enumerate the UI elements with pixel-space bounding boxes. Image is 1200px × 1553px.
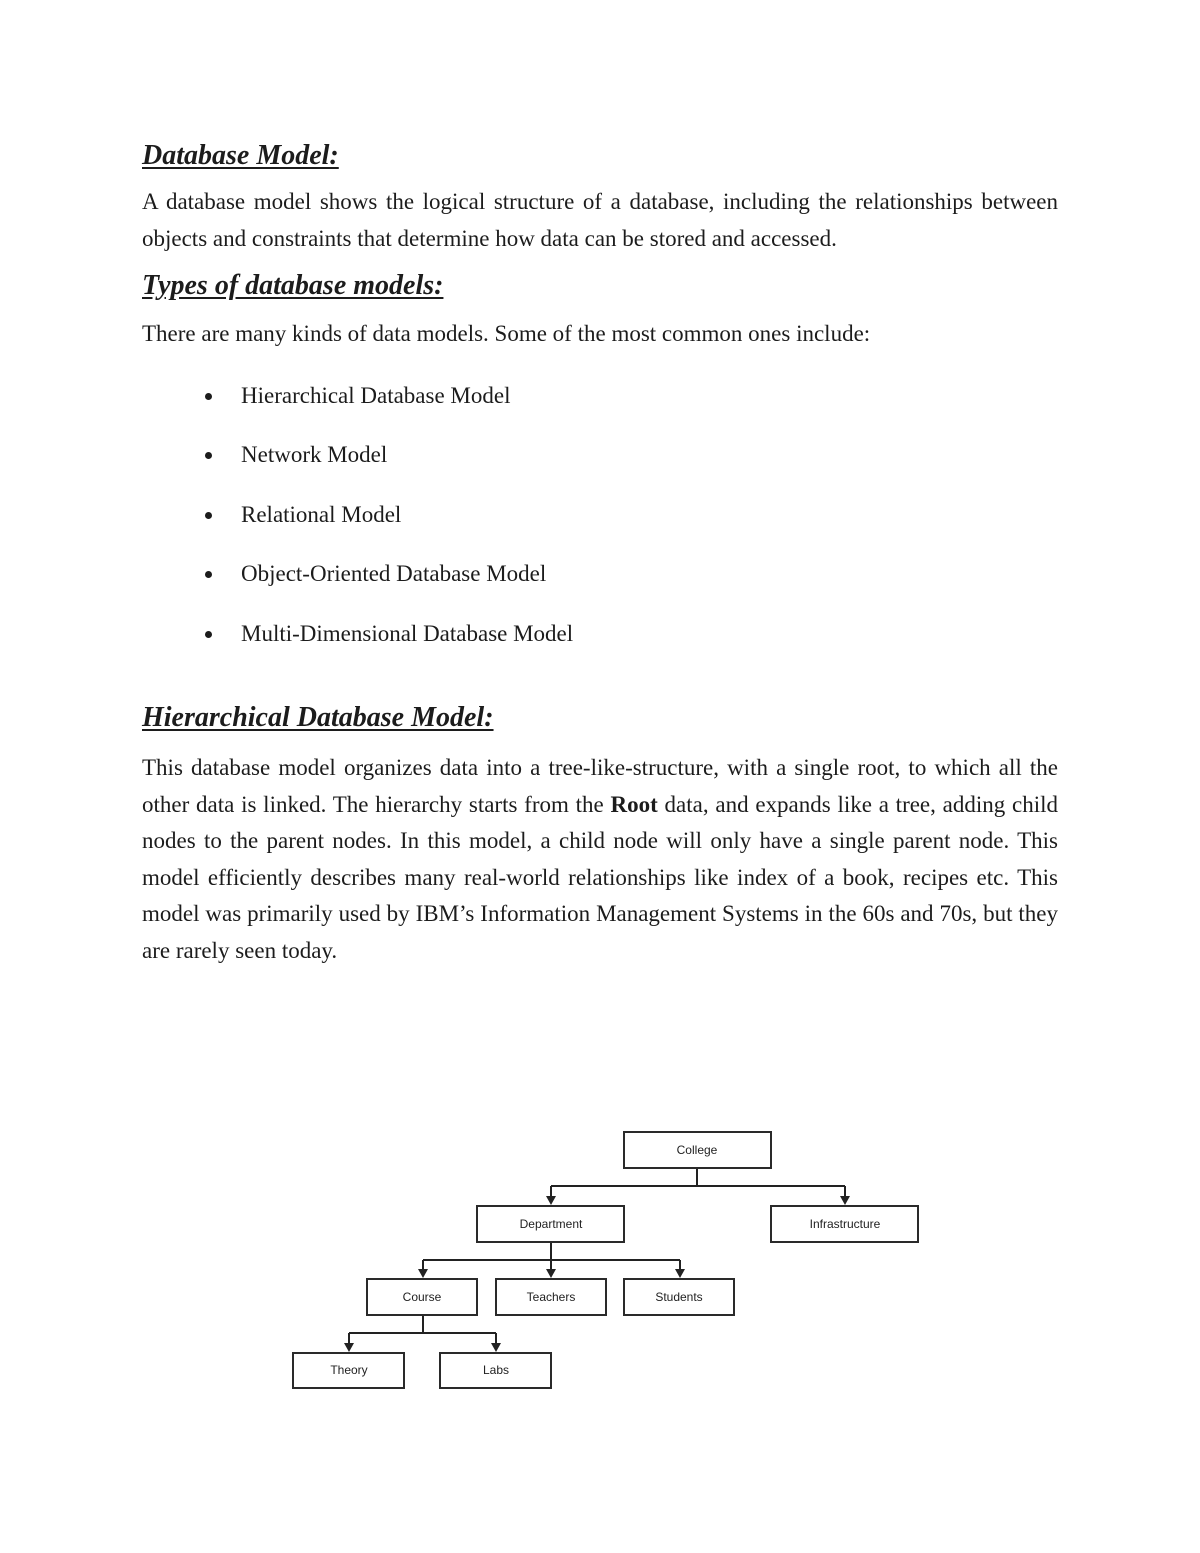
node-labs (440, 1353, 551, 1388)
paragraph-text-start: This database model organizes data into a tree-like-structure, with a single root, to which all the other data is linked. The hierarchy starts from the (142, 755, 1058, 817)
node-infrastructure (771, 1206, 918, 1242)
node-theory (293, 1353, 404, 1388)
heading-database-model: Database Model: (142, 140, 339, 171)
list-item-label: Multi-Dimensional Database Model (241, 620, 574, 646)
list-item-label: Object-Oriented Database Model (241, 561, 547, 586)
node-labs-label: Labs (482, 1363, 510, 1378)
arrow-students-icon (675, 1269, 685, 1278)
root-bold-term: Root (610, 791, 658, 817)
arrow-department-icon (546, 1196, 556, 1205)
node-infrastructure-label: Infrastructure (809, 1217, 881, 1232)
paragraph-types-intro: There are many kinds of data models. Some of the most common ones include: (142, 321, 871, 346)
arrow-labs-icon (491, 1343, 501, 1352)
arrow-teachers-icon (546, 1269, 556, 1278)
arrow-theory-icon (344, 1343, 354, 1352)
list-item-label: Network Model (241, 442, 388, 467)
diagram-edges (344, 1168, 850, 1352)
arrow-course-icon (418, 1269, 428, 1278)
paragraph-database-model: A database model shows the logical structure of a database, including the relationships between objects and constraints that determine how data can be stored and accessed. (142, 189, 1058, 251)
heading-hierarchical-model: Hierarchical Database Model: (142, 702, 494, 733)
paragraph-text-end: data, and expands like a tree, adding child nodes to the parent nodes. In this model, a child node will only have a single parent node. This model efficiently describes many real-world relationships like index of a book, recipes etc. This model was primarily used by IBM’s Information Management Systems in the 60s and 70s, but they are rarely seen today. (142, 791, 1058, 963)
node-college (624, 1132, 771, 1168)
node-students-label: Students (655, 1290, 703, 1305)
node-teachers (496, 1279, 606, 1315)
node-theory-label: Theory (330, 1363, 368, 1378)
node-students (624, 1279, 734, 1315)
node-department-label: Department (519, 1217, 583, 1232)
heading-types-of-models: Types of database models: (142, 270, 444, 301)
list-item-label: Relational Model (241, 501, 402, 527)
node-department (477, 1206, 624, 1242)
node-college-label: College (676, 1143, 718, 1158)
node-course-label: Course (402, 1290, 442, 1305)
arrow-infrastructure-icon (840, 1196, 850, 1205)
node-course (367, 1279, 477, 1315)
list-item-label: Hierarchical Database Model (241, 382, 511, 408)
node-teachers-label: Teachers (526, 1290, 576, 1305)
